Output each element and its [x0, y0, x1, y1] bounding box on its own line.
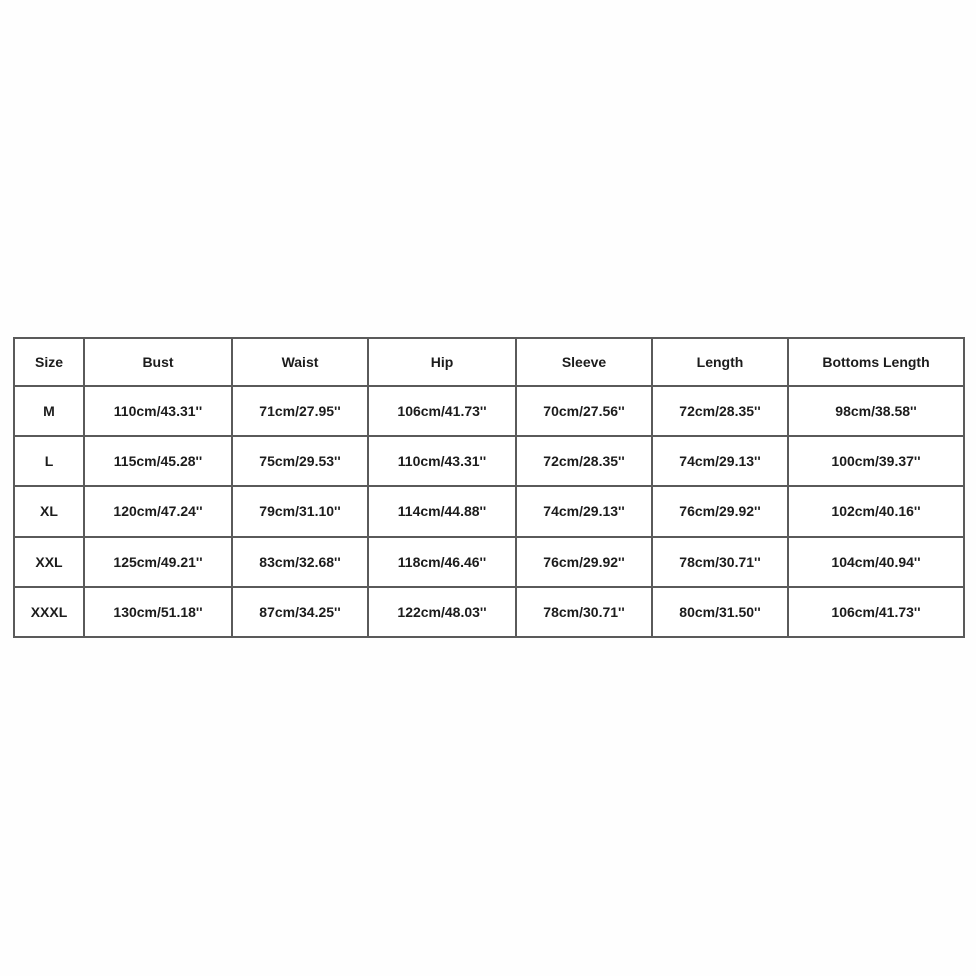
- cell-size: XL: [14, 486, 84, 536]
- header-size: Size: [14, 338, 84, 386]
- cell-length: 80cm/31.50'': [652, 587, 788, 637]
- cell-sleeve: 78cm/30.71'': [516, 587, 652, 637]
- cell-sleeve: 70cm/27.56'': [516, 386, 652, 436]
- header-length: Length: [652, 338, 788, 386]
- table-row: [14, 486, 964, 536]
- cell-waist: 71cm/27.95'': [232, 386, 368, 436]
- cell-bust: 120cm/47.24'': [84, 486, 232, 536]
- cell-hip: 122cm/48.03'': [368, 587, 516, 637]
- table-header-row: [14, 338, 964, 386]
- cell-length: 78cm/30.71'': [652, 537, 788, 587]
- cell-length: 76cm/29.92'': [652, 486, 788, 536]
- cell-sleeve: 76cm/29.92'': [516, 537, 652, 587]
- cell-length: 74cm/29.13'': [652, 436, 788, 486]
- cell-sleeve: 74cm/29.13'': [516, 486, 652, 536]
- header-waist: Waist: [232, 338, 368, 386]
- cell-bust: 110cm/43.31'': [84, 386, 232, 436]
- cell-bottoms-length: 102cm/40.16'': [788, 486, 964, 536]
- cell-bottoms-length: 106cm/41.73'': [788, 587, 964, 637]
- header-bust: Bust: [84, 338, 232, 386]
- cell-bust: 115cm/45.28'': [84, 436, 232, 486]
- cell-hip: 110cm/43.31'': [368, 436, 516, 486]
- cell-bottoms-length: 98cm/38.58'': [788, 386, 964, 436]
- cell-size: XXXL: [14, 587, 84, 637]
- cell-bust: 130cm/51.18'': [84, 587, 232, 637]
- cell-bottoms-length: 104cm/40.94'': [788, 537, 964, 587]
- header-hip: Hip: [368, 338, 516, 386]
- cell-hip: 114cm/44.88'': [368, 486, 516, 536]
- table-row: [14, 386, 964, 436]
- cell-size: L: [14, 436, 84, 486]
- cell-bust: 125cm/49.21'': [84, 537, 232, 587]
- cell-hip: 106cm/41.73'': [368, 386, 516, 436]
- table-row: [14, 537, 964, 587]
- table-row: [14, 587, 964, 637]
- cell-size: XXL: [14, 537, 84, 587]
- cell-length: 72cm/28.35'': [652, 386, 788, 436]
- cell-bottoms-length: 100cm/39.37'': [788, 436, 964, 486]
- table-row: [14, 436, 964, 486]
- cell-waist: 75cm/29.53'': [232, 436, 368, 486]
- size-chart-table: [13, 337, 965, 638]
- cell-waist: 87cm/34.25'': [232, 587, 368, 637]
- cell-size: M: [14, 386, 84, 436]
- cell-waist: 83cm/32.68'': [232, 537, 368, 587]
- header-bottoms-length: Bottoms Length: [788, 338, 964, 386]
- header-sleeve: Sleeve: [516, 338, 652, 386]
- cell-sleeve: 72cm/28.35'': [516, 436, 652, 486]
- cell-hip: 118cm/46.46'': [368, 537, 516, 587]
- cell-waist: 79cm/31.10'': [232, 486, 368, 536]
